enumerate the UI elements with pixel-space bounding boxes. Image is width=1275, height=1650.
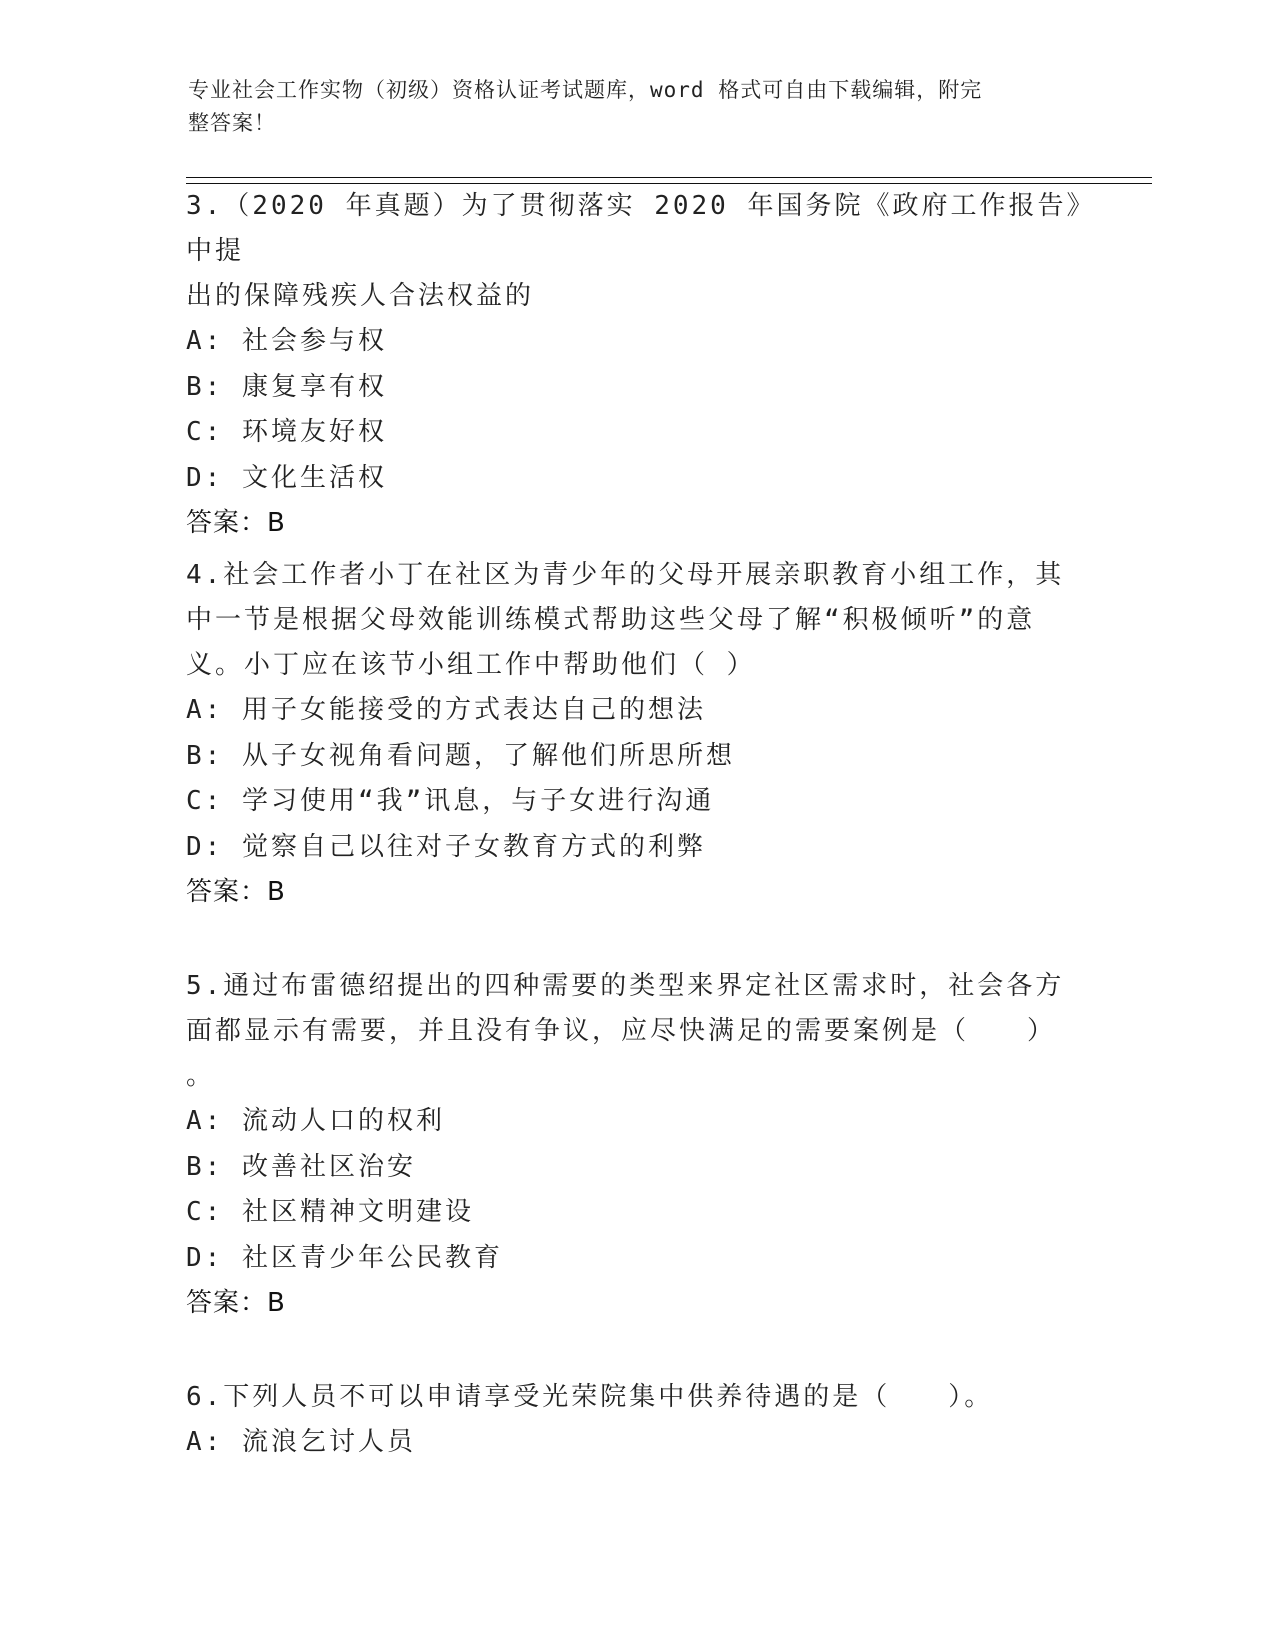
- option-c: C: 学习使用“我”讯息，与子女进行沟通: [186, 786, 715, 817]
- option-b: B: 康复享有权: [186, 371, 387, 402]
- question-6: [186, 1375, 1086, 1466]
- option-a: A: 社会参与权: [186, 326, 387, 356]
- question-stem-line: 5.通过布雷德绍提出的四种需要的类型来界定社区需求时，社会各方: [186, 971, 1065, 1001]
- option-c: C: 社区精神文明建设: [186, 1197, 474, 1228]
- question-stem-line: 4.社会工作者小丁在社区为青少年的父母开展亲职教育小组工作，其: [186, 560, 1065, 590]
- question-5: [186, 964, 1086, 1326]
- option-d: D: 文化生活权: [186, 462, 387, 493]
- question-6-stem: [186, 1375, 1086, 1420]
- question-stem-line: 出的保障残疾人合法权益的: [186, 281, 535, 311]
- question-3: [186, 184, 1086, 546]
- header-line-2: 整答案！: [188, 111, 276, 135]
- question-4: [186, 553, 1086, 915]
- answer: 答案：B: [186, 508, 286, 539]
- question-4-stem: [186, 553, 1086, 688]
- option-a: A: 流动人口的权利: [186, 1106, 445, 1136]
- answer: 答案：B: [186, 1288, 286, 1319]
- option-a: A: 用子女能接受的方式表达自己的想法: [186, 695, 706, 725]
- document-header: [188, 74, 1068, 140]
- question-stem-line: 中一节是根据父母效能训练模式帮助这些父母了解“积极倾听”的意: [186, 605, 1036, 635]
- question-stem-line: 3.（2020 年真题）为了贯彻落实 2020 年国务院《政府工作报告》中提: [186, 191, 1083, 266]
- question-stem-line: 义。小丁应在该节小组工作中帮助他们（ ）: [186, 650, 756, 680]
- option-d: D: 觉察自己以往对子女教育方式的利弊: [186, 831, 706, 862]
- option-d: D: 社区青少年公民教育: [186, 1242, 503, 1273]
- question-stem-line: 面都显示有需要，并且没有争议，应尽快满足的需要案例是（ ）: [186, 1016, 1057, 1046]
- question-stem-tail: 。: [186, 1061, 216, 1091]
- option-b: B: 改善社区治安: [186, 1151, 416, 1182]
- header-line-1: 专业社会工作实物（初级）资格认证考试题库，word 格式可自由下载编辑，附完: [188, 78, 983, 102]
- answer: 答案：B: [186, 877, 286, 908]
- question-5-stem: [186, 964, 1086, 1054]
- question-stem-line: 6.下列人员不可以申请享受光荣院集中供养待遇的是（ ）。: [186, 1382, 994, 1412]
- option-a: A: 流浪乞讨人员: [186, 1427, 416, 1457]
- option-c: C: 环境友好权: [186, 417, 387, 448]
- question-3-stem: [186, 184, 1086, 319]
- header-divider-top: [186, 177, 1152, 178]
- option-b: B: 从子女视角看问题，了解他们所思所想: [186, 740, 735, 771]
